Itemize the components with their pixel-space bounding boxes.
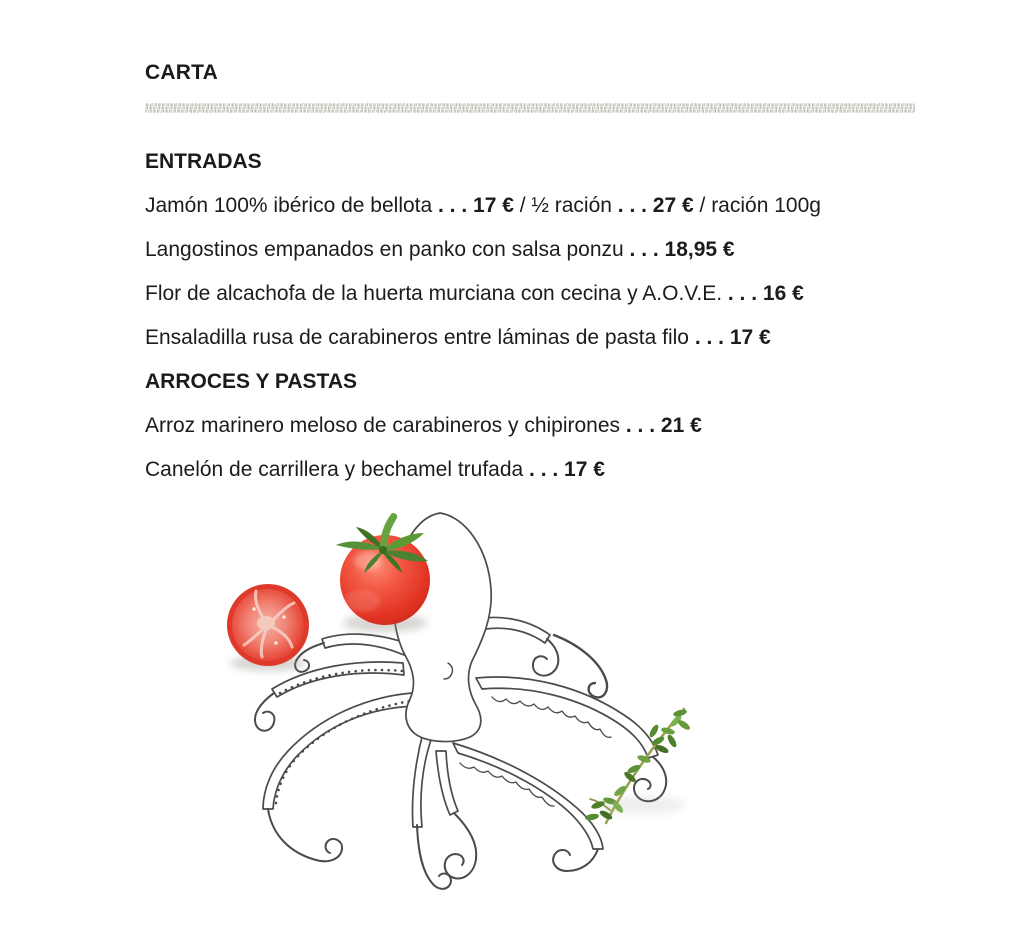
item-text: Flor de alcachofa de la huerta murciana con cecina y A.O.V.E. [145, 282, 728, 305]
item-price: . . . 21 € [625, 414, 702, 437]
menu-list [145, 151, 945, 481]
menu-artwork [210, 505, 710, 930]
item-price: . . . 17 € [529, 458, 605, 481]
menu-page [145, 62, 945, 503]
item-text: / ración 100g [693, 194, 821, 217]
menu-item [145, 459, 945, 481]
menu-item [145, 283, 945, 305]
item-text: Ensaladilla rusa de carabineros entre láminas de pasta filo [145, 326, 695, 349]
title-divider [145, 103, 915, 113]
menu-item [145, 415, 945, 437]
item-price: . . . 17 € [694, 326, 771, 349]
item-price: . . . 18,95 € [629, 238, 735, 261]
section-heading-entradas: ENTRADAS [145, 150, 262, 173]
item-text: / ½ ración [513, 194, 618, 217]
item-price: . . . 16 € [727, 282, 804, 305]
item-text: Langostinos empanados en panko con salsa ponzu [145, 238, 630, 261]
menu-item [145, 327, 945, 349]
item-price: . . . 27 € [617, 194, 694, 217]
menu-item [145, 195, 945, 217]
item-price: . . . 17 € [438, 194, 514, 217]
half-tomato-image [227, 584, 309, 671]
item-text: Jamón 100% ibérico de bellota [145, 194, 439, 217]
menu-item [145, 239, 945, 261]
octopus-line-art [255, 513, 666, 889]
item-text: Arroz marinero meloso de carabineros y chipirones [145, 414, 626, 437]
section-heading-arroces-y-pastas: ARROCES Y PASTAS [145, 370, 357, 393]
item-text: Canelón de carrillera y bechamel trufada [145, 458, 530, 481]
page-title: CARTA [145, 61, 218, 84]
